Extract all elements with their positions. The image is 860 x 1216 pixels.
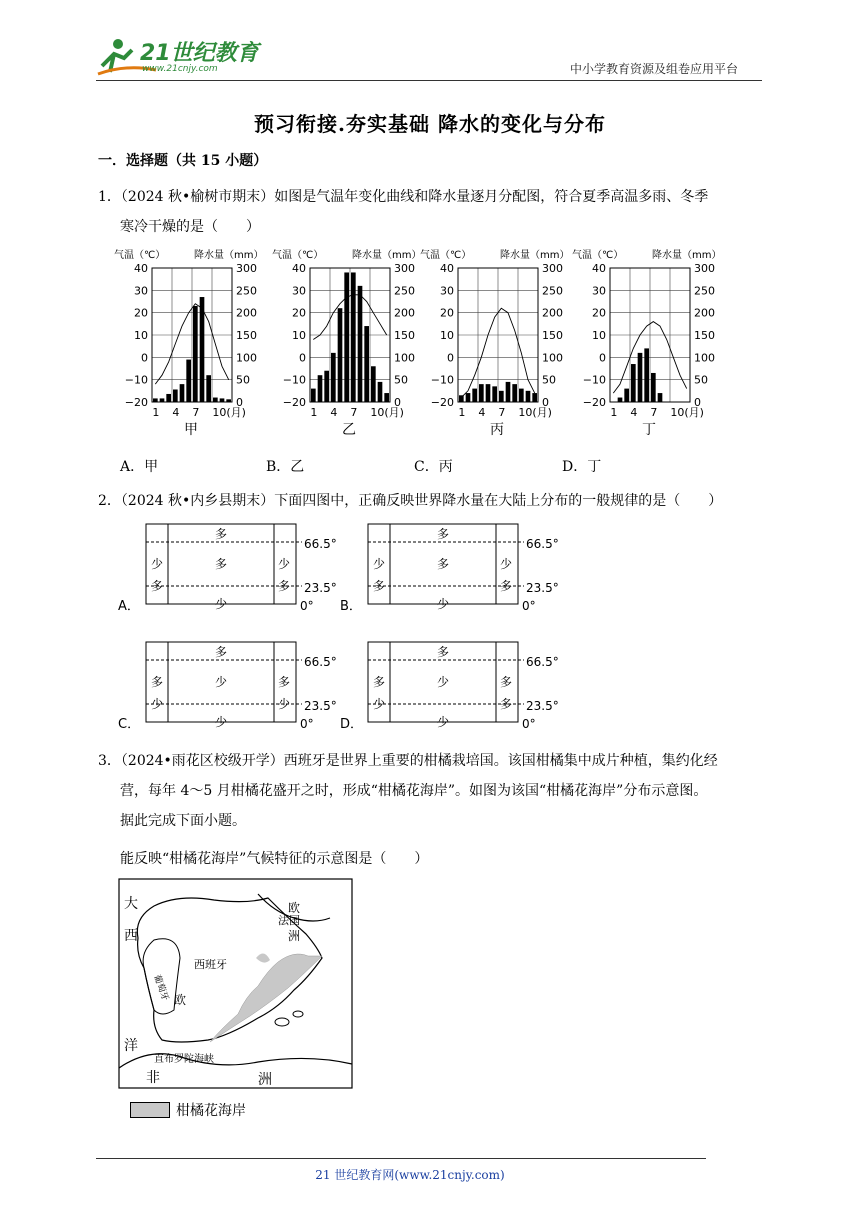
x-tick: 10(月)	[370, 406, 404, 419]
lat-label: 0°	[300, 599, 314, 613]
temp-tick: −20	[282, 396, 306, 409]
temp-tick: 30	[592, 284, 606, 298]
zone-left: 多	[151, 675, 164, 689]
x-tick: 7	[192, 406, 200, 419]
precip-tick: 50	[694, 373, 708, 387]
precip-bar	[358, 286, 363, 402]
map-label-atlantic-2: 西	[124, 928, 138, 944]
precip-bar	[519, 389, 524, 402]
precip-bar	[486, 384, 491, 402]
lat-label: 23.5°	[526, 581, 559, 595]
temp-tick: 30	[134, 284, 148, 298]
logo-text: 21世纪教育	[140, 41, 259, 66]
precip-tick: 250	[694, 284, 715, 298]
lat-label: 66.5°	[526, 655, 559, 669]
logo-url: www.21cnjy.com	[142, 64, 218, 74]
zone-right: 少	[500, 557, 513, 571]
zone-right-low: 少	[278, 697, 291, 711]
precip-tick: 250	[236, 284, 257, 298]
zone-right: 少	[278, 557, 291, 571]
header-logo	[96, 36, 266, 80]
map-label-europe: 欧	[174, 993, 187, 1007]
precip-tick: 300	[394, 262, 415, 275]
x-tick: 7	[350, 406, 358, 419]
precip-tick: 150	[694, 329, 715, 342]
precip-bar	[384, 393, 389, 402]
precip-tick: 150	[236, 329, 257, 342]
temp-tick: 10	[592, 329, 606, 342]
precip-tick: 0	[394, 396, 401, 409]
precip-bar	[173, 389, 178, 402]
precip-diagrams-svg	[112, 520, 592, 730]
q1-option-b[interactable]: B．乙	[266, 459, 305, 475]
map-label-atlantic-3: 洋	[124, 1038, 138, 1054]
precip-tick: 200	[542, 306, 563, 320]
temp-tick: 10	[134, 329, 148, 342]
precip-bar	[324, 371, 329, 402]
map-label-africa-1: 非	[146, 1070, 160, 1086]
map-label-spain: 西班牙	[194, 958, 227, 971]
zone-bottom: 少	[437, 715, 450, 729]
precip-axis-label: 降水量（mm）	[500, 250, 570, 261]
temp-tick: −20	[582, 396, 606, 409]
lat-label: 0°	[522, 599, 536, 613]
x-tick: 7	[498, 406, 506, 419]
precip-tick: 100	[394, 351, 415, 365]
temp-tick: 0	[599, 351, 606, 365]
precip-tick: 150	[542, 329, 563, 342]
map-label-france-visible: 法国	[278, 914, 300, 927]
precip-bar	[364, 326, 369, 402]
precip-bar	[378, 382, 383, 402]
precip-bar	[206, 375, 211, 402]
zone-top: 多	[215, 527, 228, 541]
x-tick: 1	[610, 406, 618, 419]
lat-label: 23.5°	[526, 699, 559, 713]
zone-left-low: 少	[373, 697, 386, 711]
zone-center: 少	[215, 675, 228, 689]
q1-option-a[interactable]: A．甲	[120, 459, 159, 475]
q1-line2: 寒冷干燥的是（ ）	[120, 219, 260, 235]
q2-diagrams	[112, 520, 592, 730]
zone-bottom: 少	[215, 597, 228, 611]
precip-bar	[532, 393, 537, 402]
precip-tick: 50	[394, 373, 408, 387]
precip-tick: 0	[236, 396, 243, 409]
precip-tick: 250	[394, 284, 415, 298]
map-label-atlantic-1: 大	[124, 896, 138, 912]
temp-tick: 0	[447, 351, 454, 365]
precip-tick: 200	[394, 306, 415, 320]
temp-tick: 10	[292, 329, 306, 342]
zone-bottom: 少	[437, 597, 450, 611]
temp-tick: −20	[124, 396, 148, 409]
precip-tick: 150	[394, 329, 415, 342]
zone-left-low: 多	[151, 579, 164, 593]
precip-tick: 0	[694, 396, 701, 409]
x-tick: 4	[478, 406, 486, 419]
precip-tick: 300	[542, 262, 563, 275]
precip-bar	[186, 360, 191, 402]
x-tick: 1	[152, 406, 160, 419]
precip-bar	[506, 382, 511, 402]
lat-label: 66.5°	[304, 655, 337, 669]
balearic-island-2	[293, 1011, 303, 1017]
balearic-island	[275, 1018, 289, 1026]
zone-center: 多	[215, 557, 228, 571]
precip-axis-label: 降水量（mm）	[652, 250, 722, 261]
climate-charts	[112, 246, 742, 446]
precip-bar	[492, 386, 497, 402]
lat-label: 23.5°	[304, 699, 337, 713]
map-label-africa-2: 洲	[258, 1072, 272, 1088]
diagram-letter: C．	[118, 717, 141, 730]
lat-label: 23.5°	[304, 581, 337, 595]
precip-bar	[651, 373, 656, 402]
zone-left-low: 多	[373, 579, 386, 593]
precip-bar	[220, 398, 225, 402]
zone-right-low: 多	[500, 579, 513, 593]
header-right-text: 中小学教育资源及组卷应用平台	[570, 62, 739, 76]
zone-center: 多	[437, 557, 450, 571]
temp-axis-label: 气温（℃）	[572, 250, 624, 261]
zone-bottom: 少	[215, 715, 228, 729]
x-tick: 7	[650, 406, 658, 419]
precip-axis-label: 降水量（mm）	[194, 250, 264, 261]
precip-tick: 300	[236, 262, 257, 275]
temp-tick: 10	[440, 329, 454, 342]
precip-tick: 200	[694, 306, 715, 320]
precip-bar	[180, 384, 185, 402]
temp-tick: 30	[292, 284, 306, 298]
temp-tick: −20	[430, 396, 454, 409]
x-tick: 1	[458, 406, 466, 419]
temp-tick: 20	[440, 306, 454, 320]
diagram-letter: B．	[340, 599, 362, 614]
precip-bar	[618, 398, 623, 402]
map-label-portugal: 葡萄牙	[151, 973, 170, 1003]
precip-bar	[631, 364, 636, 402]
legend-label: 柑橘花海岸	[176, 1103, 246, 1119]
x-tick: 4	[630, 406, 638, 419]
zone-top: 多	[215, 645, 228, 659]
zone-left: 少	[151, 557, 164, 571]
precip-tick: 50	[236, 373, 250, 387]
q2-text: 2．（2024 秋•内乡县期末）下面四图中，正确反映世界降水量在大陆上分布的一般规律的是（ ）	[98, 493, 723, 509]
precip-tick: 0	[542, 396, 549, 409]
precip-bar	[371, 366, 376, 402]
temp-axis-label: 气温（℃）	[272, 250, 324, 261]
lat-label: 66.5°	[304, 537, 337, 551]
x-tick: 4	[172, 406, 180, 419]
precip-bar	[638, 353, 643, 402]
climate-charts-svg	[112, 246, 742, 446]
chart-label: 甲	[184, 422, 198, 438]
temp-tick: 0	[141, 351, 148, 365]
precip-bar	[318, 375, 323, 402]
q1-option-c[interactable]: C．丙	[414, 459, 453, 475]
precip-bar	[526, 391, 531, 402]
zone-left: 多	[373, 675, 386, 689]
precip-bar	[166, 394, 171, 402]
precip-bar	[331, 353, 336, 402]
zone-left-low: 少	[151, 697, 164, 711]
spain-map	[118, 878, 354, 1096]
q3-subquestion: 能反映“柑橘花海岸”气候特征的示意图是（ ）	[120, 851, 429, 867]
section-heading: 一．选择题（共 15 小题）	[98, 153, 268, 169]
precip-tick: 200	[236, 306, 257, 320]
precip-tick: 50	[542, 373, 556, 387]
temp-axis-label: 气温（℃）	[420, 250, 472, 261]
temp-tick: 20	[134, 306, 148, 320]
x-tick: 1	[310, 406, 318, 419]
spain-map-svg	[118, 878, 354, 1096]
map-label-eu-2: 洲	[288, 929, 301, 943]
temp-tick: 20	[592, 306, 606, 320]
zone-right: 多	[278, 675, 291, 689]
precip-axis-label: 降水量（mm）	[352, 250, 422, 261]
precip-bar	[472, 389, 477, 402]
precip-bar	[624, 389, 629, 402]
chart-label: 乙	[342, 422, 356, 438]
zone-top: 多	[437, 527, 450, 541]
precip-bar	[213, 398, 218, 402]
lat-label: 0°	[522, 717, 536, 730]
precip-bar	[160, 398, 165, 402]
precip-bar	[512, 384, 517, 402]
temp-tick: −10	[124, 373, 148, 387]
temp-tick: −10	[282, 373, 306, 387]
temp-axis-label: 气温（℃）	[114, 250, 166, 261]
precip-tick: 300	[694, 262, 715, 275]
chart-label: 丙	[490, 422, 504, 438]
zone-right-low: 多	[500, 697, 513, 711]
precip-bar	[200, 297, 205, 402]
temp-tick: −10	[430, 373, 454, 387]
map-label-gibraltar: 直布罗陀海峡	[154, 1054, 214, 1065]
q1-option-d[interactable]: D．丁	[562, 459, 602, 475]
precip-bar	[658, 393, 663, 402]
q3-line1: 3．（2024•雨花区校级开学）西班牙是世界上重要的柑橘栽培国。该国柑橘集中成片种植，集约化经	[98, 753, 718, 769]
precip-bar	[193, 306, 198, 402]
map-label-eu-1: 欧	[288, 901, 301, 915]
temp-tick: 40	[292, 262, 306, 275]
temp-tick: 20	[292, 306, 306, 320]
zone-left: 少	[373, 557, 386, 571]
legend-swatch	[130, 1102, 170, 1118]
zone-right: 多	[500, 675, 513, 689]
lat-label: 0°	[300, 717, 314, 730]
temp-tick: 40	[134, 262, 148, 275]
precip-bar	[466, 393, 471, 402]
q3-line3: 据此完成下面小题。	[120, 813, 246, 829]
x-tick: 4	[330, 406, 338, 419]
precip-bar	[311, 389, 316, 402]
chart-label: 丁	[642, 422, 656, 438]
diagram-letter: A．	[118, 599, 140, 614]
header-rule	[96, 80, 762, 81]
precip-bar	[499, 391, 504, 402]
precip-bar	[226, 399, 231, 402]
x-tick: 10(月)	[670, 406, 704, 419]
precip-bar	[338, 308, 343, 402]
zone-top: 多	[437, 645, 450, 659]
temp-tick: 30	[440, 284, 454, 298]
q3-line2: 营，每年 4～5 月柑橘花盛开之时，形成“柑橘花海岸”。如图为该国“柑橘花海岸”分布示意图。	[120, 783, 708, 799]
precip-bar	[644, 348, 649, 402]
x-tick: 10(月)	[518, 406, 552, 419]
precip-tick: 250	[542, 284, 563, 298]
page-title: 预习衔接.夯实基础 降水的变化与分布	[254, 112, 606, 136]
precip-tick: 100	[542, 351, 563, 365]
precip-bar	[351, 272, 356, 402]
diagram-letter: D．	[340, 717, 364, 730]
precip-bar	[344, 272, 349, 402]
footer-rule	[96, 1158, 706, 1159]
temp-tick: 0	[299, 351, 306, 365]
footer-text: 21 世纪教育网(www.21cnjy.com)	[315, 1168, 505, 1182]
precip-bar	[479, 384, 484, 402]
precip-tick: 100	[694, 351, 715, 365]
x-tick: 10(月)	[212, 406, 246, 419]
precip-bar	[153, 398, 158, 402]
temp-tick: 40	[440, 262, 454, 275]
temp-tick: 40	[592, 262, 606, 275]
temp-tick: −10	[582, 373, 606, 387]
q1-line1: 1．（2024 秋•榆树市期末）如图是气温年变化曲线和降水量逐月分配图，符合夏季高温多雨、冬季	[98, 189, 709, 205]
lat-label: 66.5°	[526, 537, 559, 551]
precip-tick: 100	[236, 351, 257, 365]
zone-right-low: 多	[278, 579, 291, 593]
zone-center: 少	[437, 675, 450, 689]
